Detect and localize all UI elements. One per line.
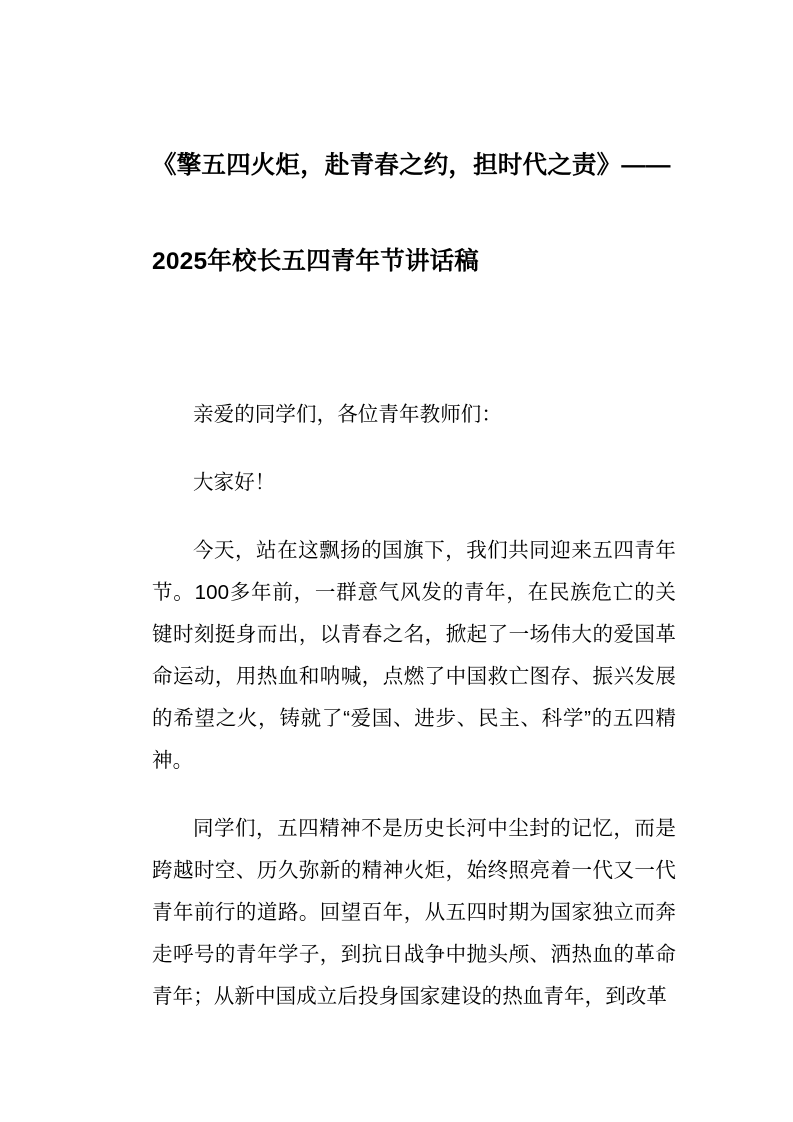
document-content-column <box>152 0 676 1018</box>
greeting-line: 大家好！ <box>193 471 276 494</box>
body-paragraph-1: 今天，站在这飘扬的国旗下，我们共同迎来五四青年节。100多年前，一群意气风发的青年，在民族危亡的关键时刻挺身而出，以青春之名，掀起了一场伟大的爱国革命运动，用热血和呐喊，点燃了中国救亡图存、振兴发展的希望之火，铸就了“爱国、进步、民主、科学”的五四精神。 <box>152 539 676 772</box>
document-title: 《擎五四火炬，赴青春之约，担时代之责》——2025年校长五四青年节讲话稿 <box>152 152 671 275</box>
salutation-line: 亲爱的同学们，各位青年教师们： <box>193 403 502 426</box>
body-paragraph-2: 同学们，五四精神不是历史长河中尘封的记忆，而是跨越时空、历久弥新的精神火炬，始终照亮着一代又一代青年前行的道路。回望百年，从五四时期为国家独立而奔走呼号的青年学子，到抗日战争中抛头颅、洒热血的革命青年；从新中国成立后投身国家建设的热血青年，到改革 <box>152 817 676 1008</box>
document-body <box>152 394 676 1018</box>
